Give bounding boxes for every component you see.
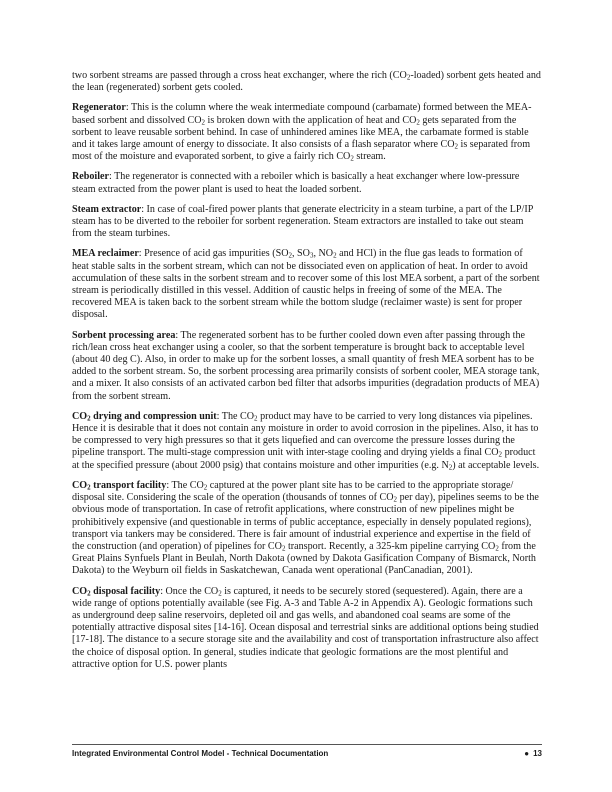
term-co2-drying: $CO_2$ drying and compression unit [72,410,217,423]
paragraph-co2-drying: $CO_2$ drying and compression unit: The $CO_2$ product may have to be carried to very long distances via pipelines. Hence it is desirable that it does not contain any moisture in order to avoid corrosion in the pipelines. Also, it has to be compressed to very high pressures so that it gets liquefied and can overcome the pressure losses during the pipeline transport. The multi-stage compression unit with inter-stage cooling and drying yields a final $CO_2$ product at the specified pressure (about 2000 psig) that contains moisture and other impurities (e.g. $N_2$) at acceptable levels. [72,410,540,472]
page-body [72,70,542,679]
paragraph-reboiler: Reboiler: The regenerator is connected with a reboiler which is basically a heat exchanger where low-pressure steam extracted from the power plant is used to heat the loaded sorbent. [72,171,520,195]
term-co2-disposal: $CO_2$ disposal facility [72,585,161,598]
paragraph-co2-transport: $CO_2$ transport facility: The $CO_2$ captured at the power plant site has to be carried to the appropriate storage/ disposal site. Considering the scale of the operation (thousands of tonnes of $CO_2$ per day), pipelines seems to be the obvious mode of transportation. In case of retrofit applications, where construction of new pipelines might be prohibitively expensive (and questionable in terms of public acceptance, especially in densely populated regions), transport via tankers may be considered. There is fair amount of industrial experience and expertise in the field of the construction (and operation) of pipelines for $CO_2$ transport. Recently, a 325-km pipeline carrying $CO_2$ from the Great Plains Synfuels Plant in Beulah, North Dakota (owned by Dakota Gasification Company of Bismarck, North Dakota) to the Weyburn oil fields in Saskatchewan, Canada went operational (PanCanadian, 2001). [72,479,539,577]
paragraph-sorbent-processing: Sorbent processing area: The regenerated sorbent has to be further cooled down even after passing through the rich/lean cross heat exchanger using a cooler, so that the sorbent temperature is brought back to acceptable level (about 40 deg C). Also, in order to make up for the sorbent losses, a small quantity of fresh MEA sorbent has to be added to the sorbent stream. So, the sorbent processing area primarily consists of sorbent cooler, MEA storage tank, and a mixer. It also consists of an activated carbon bed filter that adsorbs impurities (degradation products of MEA) from the sorbent stream. [72,329,540,402]
term-regenerator: Regenerator [72,102,126,114]
paragraph-mea-reclaimer: MEA reclaimer: Presence of acid gas impurities ($SO_2$, $SO_3$, $NO_2$ and HCl) in the flue gas leads to formation of heat stable salts in the sorbent stream, which can not be dissociated even on application of heat. In order to avoid accumulation of these salts in the sorbent stream and to recover some of this lost MEA sorbent, a part of the sorbent stream is periodically distilled in this vessel. Addition of caustic helps in freeing of some of the MEA. The recovered MEA is taken back to the sorbent stream while the bottom sludge (reclaimer waste) is sent for proper disposal. [72,248,540,321]
term-steam-extractor: Steam extractor [72,203,142,215]
paragraph-intro: two sorbent streams are passed through a cross heat exchanger, where the rich $(CO_2-loaded)$ sorbent gets heated and the lean (regenerated) sorbent gets cooled. [72,70,541,94]
bullet-icon: ● [524,749,530,758]
paragraph-regenerator: Regenerator: This is the column where the weak intermediate compound (carbamate) formed between the MEA-based sorbent and dissolved $CO_2$ is broken down with the application of heat and $CO_2$ gets separated from the sorbent to leave reusable sorbent behind. In case of unhindered amines like MEA, the carbamate formed is stable and it takes large amount of energy to dissociate. It also consists of a flash separator where $CO_2$ is separated from most of the moisture and evaporated sorbent, to give a fairly rich $CO_2$ stream. [72,102,532,163]
term-co2-transport: $CO_2$ transport facility [72,479,167,492]
paragraph-steam-extractor: Steam extractor: In case of coal-fired power plants that generate electricity in a steam turbine, a part of the LP/IP steam has to be diverted to the reboiler for sorbent regeneration. Steam extractors are installed to take out steam from the steam turbines. [72,203,533,240]
term-reboiler: Reboiler [72,171,109,183]
term-mea-reclaimer: MEA reclaimer [72,248,139,260]
footer-divider [72,744,542,745]
paragraph-co2-disposal: $CO_2$ disposal facility: Once the $CO_2$ is captured, it needs to be securely stored (sequestered). Again, there are a wide range of options potentially available (see Fig. A-3 and Table A-2 in Appendix A). Geologic formations such as underground deep saline reservoirs, depleted oil and gas wells, and abandoned coal seams are some of the potentially attractive disposal sites [14-16]. Ocean disposal and terrestrial sinks are additional options being studied [17-18]. The distance to a secure storage site and the availability and cost of transportation infrastructure also affect the choice of disposal option. In general, studies indicate that geologic formations are the most plentiful and attractive option for U.S. power plants [72,585,539,670]
footer-page [524,749,542,758]
page-number: 13 [533,749,542,758]
page-footer [72,749,542,758]
footer-title: Integrated Environmental Control Model - Technical Documentation [72,749,329,758]
term-sorbent-processing: Sorbent processing area [72,329,176,341]
